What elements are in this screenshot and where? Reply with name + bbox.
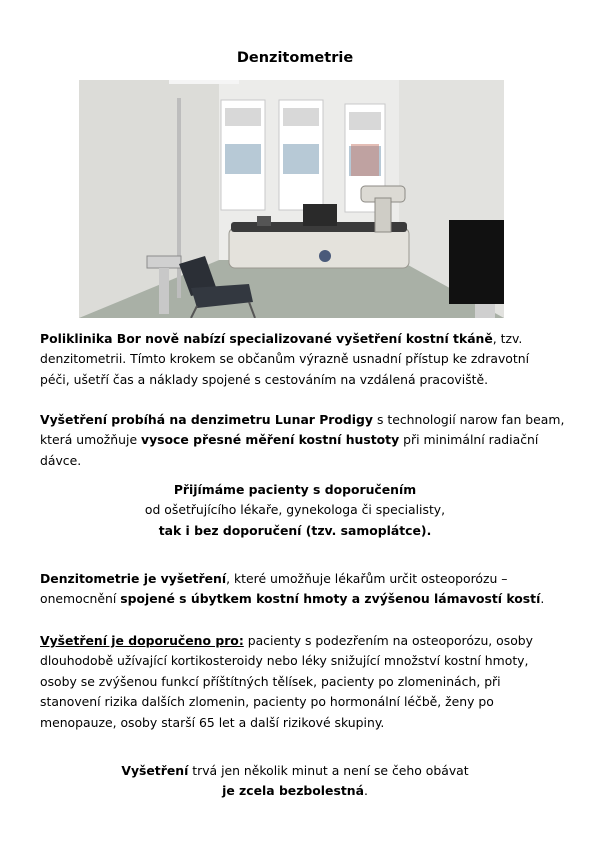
intro-text: , tzv.: [492, 331, 523, 346]
closing-text: .: [363, 783, 368, 799]
device-text: s technologií narow fan beam,: [373, 412, 565, 427]
definition-emphasis: Denzitometrie je vyšetření: [40, 571, 227, 586]
closing-text: trvá jen několik minut a není se čeho obávat: [188, 763, 469, 778]
intro-emphasis: Poliklinika Bor nově nabízí specializované vyšetření kostní tkáně: [40, 331, 493, 346]
referral-line: Přijímáme pacienty s doporučením: [173, 482, 417, 497]
examination-room-photo: [79, 80, 504, 318]
device-paragraph: [40, 410, 565, 471]
intro-line: péči, ušetří čas a náklady spojené s cestováním na vzdálená pracoviště.: [40, 371, 489, 387]
definition-paragraph: [40, 569, 555, 610]
device-text: která umožňuje: [40, 432, 142, 448]
definition-text: .: [540, 591, 545, 607]
definition-text: onemocnění: [40, 591, 121, 607]
recommended-label: Vyšetření je doporučeno pro:: [40, 633, 244, 648]
closing-emphasis: Vyšetření: [121, 763, 189, 778]
recommended-line: stanovení rizika dalších zlomenin, pacienty po hormonální léčbě, ženy po: [40, 694, 494, 710]
recommended-paragraph: [40, 631, 555, 733]
device-emphasis: Vyšetření probíhá na denzimetru Lunar Prodigy: [40, 412, 373, 427]
page-title: Denzitometrie: [236, 50, 354, 66]
intro-line: denzitometrii. Tímto krokem se občanům výrazně usnadní přístup ke zdravotní: [40, 351, 530, 367]
recommended-line: menopauze, osoby starší 65 let a další rizikové skupiny.: [40, 714, 385, 730]
intro-paragraph: [40, 329, 555, 390]
closing-emphasis: je zcela bezbolestná: [222, 783, 364, 799]
definition-text: , které umožňuje lékařům určit osteoporózu –: [226, 571, 508, 586]
device-line: dávce.: [40, 452, 82, 468]
referral-line: od ošetřujícího lékaře, gynekologa či specialisty,: [144, 502, 446, 518]
recommended-line: osoby se zvýšenou funkcí příštítných tělísek, pacienty po zlomeninách, při: [40, 673, 501, 689]
closing-note: [0, 761, 590, 802]
referral-line: tak i bez doporučení (tzv. samoplátce).: [158, 522, 432, 538]
device-emphasis: vysoce přesné měření kostní hustoty: [141, 432, 400, 448]
definition-emphasis: spojené s úbytkem kostní hmoty a zvýšenou lámavostí kostí: [120, 591, 541, 607]
device-text: při minimální radiační: [399, 432, 539, 448]
recommended-text: pacienty s podezřením na osteoporózu, osoby: [243, 633, 534, 648]
referral-notice: [0, 480, 590, 541]
recommended-line: dlouhodobě užívající kortikosteroidy nebo léky snižující množství kostní hmoty,: [40, 653, 529, 669]
